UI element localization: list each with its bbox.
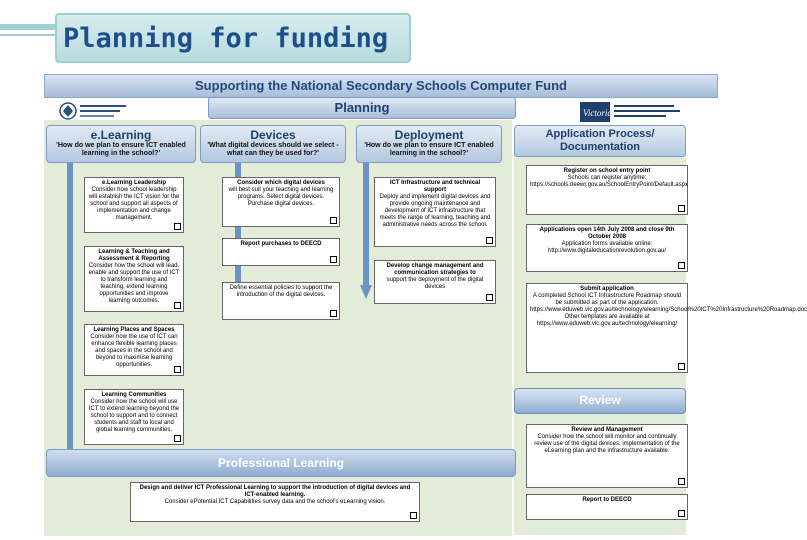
learning-communities-box [84,389,184,445]
deployment-column-arrow [360,163,372,299]
box-text: Consider how school leadership will establish the ICT vision for the school and support all aspects of implementation and change management. [88,187,180,221]
checkbox[interactable] [330,256,337,263]
box-title: Report to DEECD [582,497,632,503]
column-heading: Deployment [394,128,464,142]
learning-teaching-box [84,246,184,312]
column-question: 'How do we plan to ensure ICT enabled learning in the school?' [364,142,494,157]
change-management-box [374,260,496,304]
box-text: support the deployment of the digital devices [386,277,484,290]
column-heading: Devices [250,128,296,142]
victoria-deecd-logo [580,100,690,124]
define-policies-box [222,282,340,320]
planning-heading: Planning [208,97,516,119]
checkbox[interactable] [174,435,181,442]
box-title: ICT Infrastructure and technical support [389,180,481,193]
checkbox[interactable] [678,478,685,485]
box-title: Consider which digital devices [237,180,325,186]
box-title: Learning Communities [101,392,167,398]
elearning-column-arrow [64,163,76,463]
checkbox[interactable] [410,512,417,519]
column-header-devices [200,125,346,163]
register-school-box [526,165,688,215]
column-heading: Application Process/ Documentation [545,128,655,153]
box-title: Develop change management and communication strategies to [386,263,484,276]
checkbox[interactable] [486,294,493,301]
svg-text:Victoria: Victoria [583,108,612,118]
checkbox[interactable] [330,217,337,224]
box-text: will best suit your teaching and learning programs. Select digital devices. Purchase digital devices. [228,187,334,207]
review-management-box [526,424,688,488]
box-text: Consider ePotential ICT Capabilities survey data and the school's eLearning vision. [164,499,386,505]
box-text: Consider how the school will lead, enable and support the use of ICT to transform learning and teaching, extend learning opportunities and improve learning outcomes. [88,263,180,304]
checkbox[interactable] [174,366,181,373]
column-header-deployment [356,125,502,163]
box-text: Define essential policies to support the introduction of the digital devices. [229,285,333,298]
checkbox[interactable] [678,205,685,212]
checkbox[interactable] [174,302,181,309]
column-header-application [514,125,686,157]
ict-infrastructure-box [374,177,496,247]
checkbox[interactable] [174,223,181,230]
box-title: Applications open 14th July 2008 and close 9th October 2008 [539,227,675,240]
column-heading: e.Learning [90,128,152,142]
box-text: Deploy and implement digital devices and provide ongoing maintenance and development of ICT infrastructure that meets the range of learning, teaching and administrative needs across the school. [379,194,491,228]
poster-banner: Supporting the National Secondary Schools Computer Fund [44,74,718,98]
box-title: Learning & Teaching and Assessment & Reporting [98,249,170,262]
consider-devices-box [222,177,340,227]
box-title: Report purchases to DEECD [240,241,322,247]
box-text: Schools can register anytime: https://schools.deewr.gov.au/SchoolEntryPoint/Default.aspx [530,175,688,188]
box-text: A completed School ICT Infrastructure Roadmap should be submitted as part of the application. https://www.eduweb.vic.gov.au/technology/elearning/School%20ICT%20Infrastructure%20Roadmap.doc Other templates are available at https://www.eduweb.vic.gov.au/technology/elearning/ [530,293,807,327]
column-question: 'What digital devices should we select - what can they be used for?' [207,142,339,157]
checkbox[interactable] [678,262,685,269]
report-deecd-box [526,494,688,520]
box-title: Design and deliver ICT Professional Learning to support the introduction of digital devices and ICT-enabled learning. [139,485,411,498]
checkbox[interactable] [678,510,685,517]
column-header-elearning [46,125,196,163]
box-text: Application forms available online: http://www.digitaleducationrevolution.gov.au/ [548,241,666,254]
box-text: Consider how the school will monitor and continually review use of the digital devices, implementation of the eLearning plan and the infrastructure available. [534,434,680,454]
title-decoration-line [0,34,58,36]
box-title: Register on school entry point [563,168,651,174]
professional-learning-box [130,482,420,522]
checkbox[interactable] [330,310,337,317]
report-purchases-box [222,238,340,266]
box-text: Consider how the use of ICT can enhance flexible learning places and spaces in the school and beyond to maximise learning opportunities. [90,334,178,368]
submit-application-box [526,283,807,373]
slide-title: Planning for funding [55,13,411,63]
checkbox[interactable] [486,237,493,244]
professional-learning-heading: Professional Learning [46,449,516,477]
box-title: Review and Management [571,427,643,433]
column-question: 'How do we plan to ensure ICT enabled learning in the school?' [56,142,186,157]
box-title: Submit application [580,286,634,292]
checkbox[interactable] [678,363,685,370]
review-heading: Review [514,388,686,414]
box-text: Consider how the school will use ICT to extend learning beyond the school to support and to connect students and staff to local and global learning communities. [88,399,180,433]
learning-places-box [84,324,184,376]
box-title: e.Learning Leadership [101,180,167,186]
elearning-leadership-box [84,177,184,233]
box-title: Learning Places and Spaces [93,327,175,333]
applications-open-box [526,224,688,272]
